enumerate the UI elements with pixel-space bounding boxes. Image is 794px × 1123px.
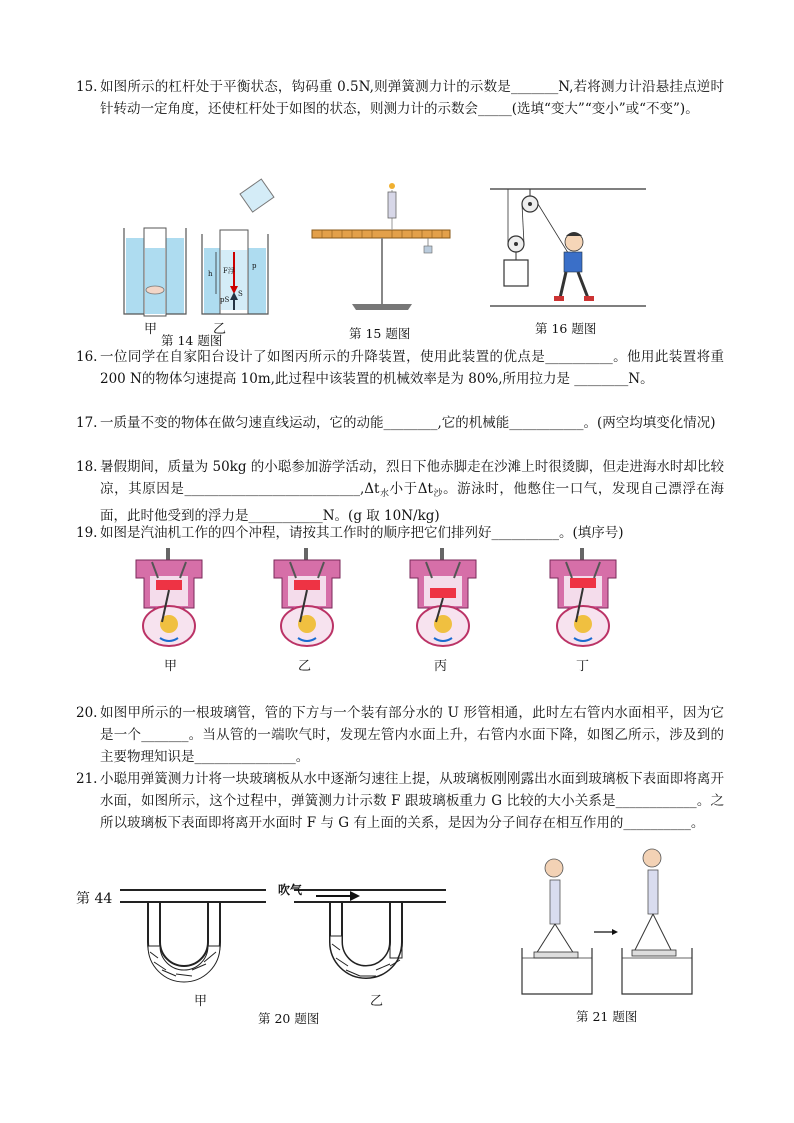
- fig20-caption: 第 20 题图: [258, 1011, 320, 1026]
- fig19-label-b: 乙: [298, 659, 312, 674]
- figure-19-engine-b: [270, 548, 344, 648]
- figure-19-engine-c: [406, 548, 480, 648]
- question-16: [76, 346, 724, 390]
- fig19-label-c: 丙: [434, 659, 448, 674]
- fig14-ps-label: pS: [220, 296, 230, 304]
- question-number: 15.: [76, 79, 98, 95]
- question-number: 17.: [76, 415, 98, 431]
- fig21-caption: 第 21 题图: [576, 1009, 638, 1024]
- fig15-caption: 第 15 题图: [349, 326, 411, 341]
- figure-19-engine-d: [546, 548, 620, 648]
- fig20-blow-label: 吹气: [278, 883, 303, 897]
- fig14-f-label: F浮: [223, 267, 235, 275]
- question-number: 18.: [76, 459, 98, 475]
- question-number: 19.: [76, 525, 98, 541]
- figure-14-beakers: [120, 190, 280, 320]
- question-19: [76, 522, 724, 544]
- fig20-label-b: 乙: [370, 994, 384, 1009]
- question-text: 暑假期间，质量为 50kg 的小聪参加游学活动，烈日下他赤脚走在沙滩上时很烫脚，但走进海水时却比较凉，其原因是$\_\_\_\_\_\_\_\_\_\_\_\_\_\_\_\_\_\_\_\_\_\_\_\_\_\_,\Delta t_水$小于$\Delta t_沙$。游泳时，他憋住一口气，发现自己漂浮在海面，此时他受到的浮力是___________N。(g 取 10N/kg): [100, 459, 724, 524]
- fig14-label-b: 乙: [213, 322, 227, 337]
- fig16-caption: 第 16 题图: [535, 321, 597, 336]
- question-17: [76, 412, 724, 434]
- fig14-label-a: 甲: [144, 322, 158, 337]
- question-21: [76, 768, 724, 834]
- figure-16-pulley: [490, 186, 646, 312]
- question-number: 16.: [76, 349, 98, 365]
- question-20: [76, 702, 724, 768]
- figure-19-engine-a: [132, 548, 206, 648]
- question-15: [76, 76, 724, 120]
- question-number: 21.: [76, 771, 98, 787]
- question-text: 如图是汽油机工作的四个冲程，请按其工作时的顺序把它们排列好__________。(填序号): [100, 525, 624, 541]
- fig14-s-label: S: [238, 290, 243, 298]
- fig19-label-d: 丁: [576, 659, 590, 674]
- figure-15-lever: [308, 182, 454, 314]
- fig14-h-label: h: [208, 270, 213, 278]
- question-text: 一位同学在自家阳台设计了如图丙所示的升降装置，使用此装置的优点是__________。他用此装置将重 200 N的物体匀速提高 10m,此过程中该装置的机械效率是为 80%,所用拉力是 ________N。: [100, 349, 724, 387]
- question-text: 如图甲所示的一根玻璃管，管的下方与一个装有部分水的 U 形管相通，此时左右管内水面相平，因为它是一个_______。当从管的一端吹气时，发现左管内水面上升，右管内水面下降，如图乙所示，涉及到的主要物理知识是_______________。: [100, 705, 724, 765]
- figure-21-spring-scale: [520, 846, 696, 996]
- fig20-label-a: 甲: [194, 994, 208, 1009]
- question-text: 一质量不变的物体在做匀速直线运动，它的动能________,它的机械能___________。(两空均填变化情况): [100, 415, 716, 431]
- fig19-label-a: 甲: [164, 659, 178, 674]
- fig14-caption: 第 14 题图: [161, 333, 223, 348]
- fig20-side-note: 第 44: [76, 891, 113, 907]
- question-18: [76, 456, 724, 527]
- question-text: 小聪用弹簧测力计将一块玻璃板从水中逐渐匀速往上提，从玻璃板刚刚露出水面到玻璃板下表面即将离开水面，如图所示，这个过程中，弹簧测力计示数 F 跟玻璃板重力 G 比较的大小关系是____________。之所以玻璃板下表面即将离开水面时 F 与 G 有上面的关系，是因为分子间存在相互作用的__________。: [100, 771, 724, 831]
- fig14-p-label: p: [252, 262, 257, 270]
- question-text: 如图所示的杠杆处于平衡状态，钩码重 0.5N,则弹簧测力计的示数是_______N,若将测力计沿悬挂点逆时针转动一定角度，还使杠杆处于如图的状态，则测力计的示数会_____(选填“变大”“变小”或“不变”)。: [100, 79, 724, 117]
- question-number: 20.: [76, 705, 98, 721]
